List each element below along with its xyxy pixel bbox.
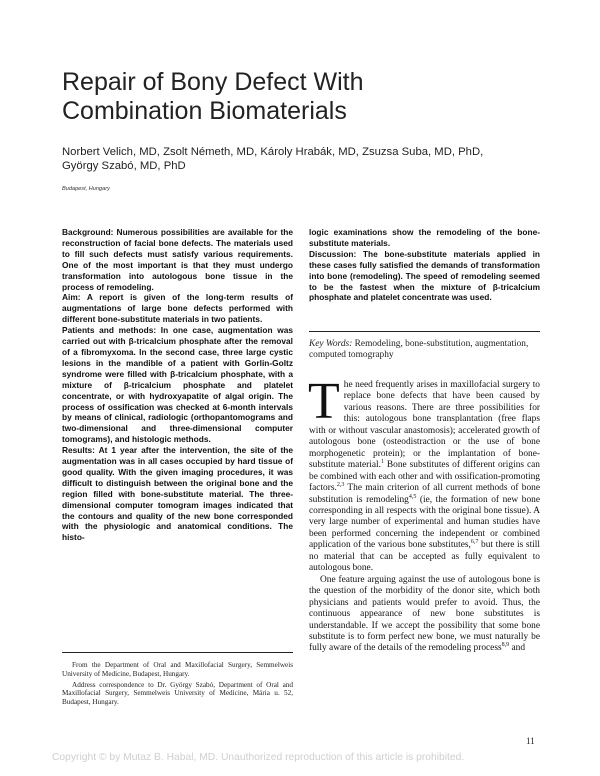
abstract-results-continued: logic examinations show the remodeling of the bone-substitute materials. bbox=[309, 227, 540, 248]
body-paragraph-1 bbox=[308, 373, 540, 575]
abstract-right-column bbox=[309, 227, 540, 303]
copyright-watermark: Copyright © by Mutaz B. Habal, MD. Unauthorized reproduction of this article is prohibited. bbox=[52, 752, 465, 763]
body-p1-segment: The main criterion of all current methods of bone substitution is remodeling bbox=[309, 483, 540, 505]
keywords-text: Remodeling, bone-substitution, augmentation, computed tomography bbox=[309, 339, 529, 361]
body-paragraph-2 bbox=[309, 575, 540, 655]
drop-cap: T bbox=[308, 373, 340, 430]
keywords-label: Key Words: bbox=[309, 339, 353, 349]
footnote-address: Address correspondence to Dr. György Szabó, Department of Oral and Maxillofacial Surgery, Semmelweis University of Medicine, Mária u. 52, Budapest, Hungary. bbox=[62, 680, 293, 707]
body-p1-segment: he need frequently arises in maxillofacial surgery to replace bone defects that have been caused by various reasons. There are three possibilities for this: autologous bone transplantation (free flaps with or without vascular anastomosis); accelerated growth of autologous bone (osteodistraction or the use of bone morphogenetic protein); or the implantation of bone-substitute material. bbox=[309, 380, 540, 471]
authors-line-1: Norbert Velich, MD, Zsolt Németh, MD, Károly Hrabák, MD, Zsuzsa Suba, MD, PhD, bbox=[62, 146, 484, 158]
abstract-results: Results: At 1 year after the intervention, the site of the augmentation was in all cases occupied by hard tissue of good quality. With the given imaging procedures, it was difficult to distinguish between the original bone and the region filled with bone-substitute material. The three-dimensional computer tomogram images indicated that the contours and quality of the new bone corresponded with the physiologic and anatomical conditions. The histo- bbox=[62, 445, 293, 543]
body-p2-segment: One feature arguing against the use of autologous bone is the question of the morbidity of the donor site, which both physicians and patients would prefer to avoid. Thus, the continuous appearance of new bone substitutes is understandable. If we accept the possibility that some bone substitute is to form perfect new bone, we must naturally be fully aware of the details of the remodeling process bbox=[309, 574, 540, 654]
abstract-divider bbox=[309, 331, 540, 332]
body-p2-segment: and bbox=[509, 643, 526, 654]
title-line-2: Combination Biomaterials bbox=[62, 97, 347, 125]
reference-marker: 1 bbox=[380, 459, 384, 466]
footnote-divider bbox=[62, 652, 293, 653]
abstract-background: Background: Numerous possibilities are available for the reconstruction of facial bone defects. The materials used to fill such defects must satisfy various requirements. One of the most important is that they must undergo transformation into autologous bone tissue in the process of remodeling. bbox=[62, 227, 293, 292]
author-list bbox=[62, 145, 532, 173]
abstract-left-column bbox=[62, 227, 293, 543]
page-number: 11 bbox=[526, 736, 535, 746]
body-p1-segment: (ie, the formation of new bone corresponding in all respects with the original bone tissue). A very large number of experimental and human studies have been performed concerning the independent or combined application of the various bone substitutes, bbox=[309, 494, 540, 551]
article-title bbox=[62, 68, 542, 126]
body-text bbox=[308, 373, 540, 655]
abstract-methods: Patients and methods: In one case, augmentation was carried out with β-tricalcium phosphate after the removal of a fibromyxoma. In the second case, three large cystic lesions in the mandible of a patient with Gorlin-Goltz syndrome were filled with β-tricalcium phosphate, with a mixture of β-tricalcium phosphate and platelet concentrate, or with hydroxyapatite of algal origin. The process of ossification was checked at 6-month intervals by means of clinical, radiologic (orthopantomograms and two-dimensional and three-dimensional computer tomograms), and histologic methods. bbox=[62, 325, 293, 445]
authors-line-2: György Szabó, MD, PhD bbox=[62, 160, 186, 172]
abstract-discussion: Discussion: The bone-substitute materials applied in these cases fully satisfied the demands of transformation into bone (remodeling). The speed of remodeling seemed to be the fastest when the mixture of β-tricalcium phosphate and platelet concentrate was used. bbox=[309, 248, 540, 303]
keywords bbox=[309, 339, 540, 361]
footnotes bbox=[62, 661, 293, 709]
abstract-aim: Aim: A report is given of the long-term results of augmentations of large bone defects performed with different bone-substitute materials in two patients. bbox=[62, 292, 293, 325]
affiliation: Budapest, Hungary bbox=[62, 186, 110, 192]
reference-marker: 6,7 bbox=[470, 539, 479, 546]
body-p1-segment: but there is still no material that can be accepted as fully equivalent to autologous bone. bbox=[309, 540, 540, 574]
reference-marker: 8,9 bbox=[501, 642, 510, 649]
body-p1-segment: Bone substitutes of different origins can be combined with each other and with ossification-promoting factors. bbox=[309, 460, 540, 494]
title-line-1: Repair of Bony Defect With bbox=[62, 68, 364, 96]
footnote-from: From the Department of Oral and Maxillofacial Surgery, Semmelweis University of Medicine, Budapest, Hungary. bbox=[62, 661, 293, 678]
reference-marker: 4,5 bbox=[408, 493, 417, 500]
reference-marker: 2,3 bbox=[336, 481, 345, 488]
